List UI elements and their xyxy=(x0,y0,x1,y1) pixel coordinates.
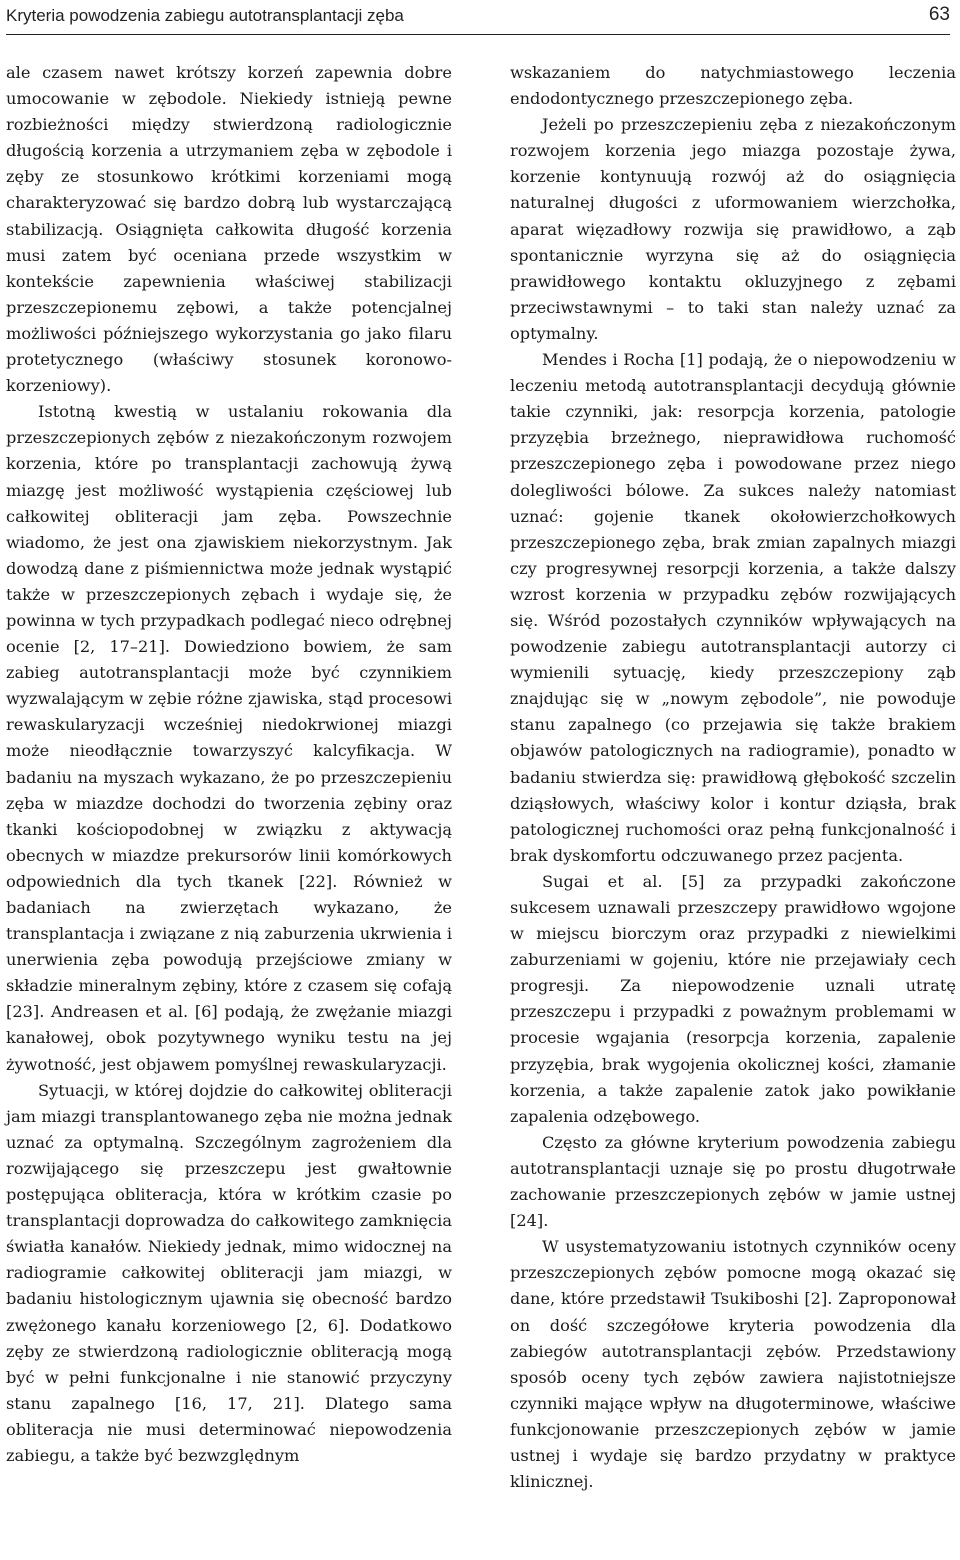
page-header xyxy=(6,0,950,35)
paragraph: Często za główne kryterium powodzenia zabiegu autotransplantacji uznaje się po prostu długotrwałe zachowanie przeszczepionych zębów w jamie ustnej [24]. xyxy=(510,1132,956,1231)
paragraph: Sugai et al. [5] za przypadki zakończone sukcesem uznawali przeszczepy prawidłowo wgojone w miejscu biorczym oraz przypadki z niewielkimi zaburzeniami w gojeniu, które nie przejawiały cech progresji. Za niepowodzenie uznali utratę przeszczepu i przypadki z poważnym problemami w procesie wgajania (resorpcja korzenia, zapalenie przyzębia, brak wygojenia okolicznej kości, złamanie korzenia, a także zapalenie zatok jako powikłanie zapalenia odzębowego. xyxy=(510,871,956,1126)
paragraph: Sytuacji, w której dojdzie do całkowitej obliteracji jam miazgi transplantowanego zęba nie można jednak uznać za optymalną. Szczególnym zagrożeniem dla rozwijającego się przeszczepu jest gwałtownie postępująca obliteracja, która w krótkim czasie po transplantacji doprowadza do całkowitego zamknięcia światła kanałów. Niekiedy jednak, mimo widocznej na radiogramie całkowitej obliteracji jam miazgi, w badaniu histologicznym ujawnia się obecność bardzo zwężonego kanału korzeniowego [2, 6]. Dodatkowo zęby ze stwierdzoną radiologicznie obliteracją mogą być w pełni funkcjonalne i nie stanowić przyczyny stanu zapalnego [16, 17, 21]. Dlatego sama obliteracja nie musi determinować niepowodzenia zabiegu, a także być bezwzględnym xyxy=(6,1080,452,1465)
paragraph: W usystematyzowaniu istotnych czynników oceny przeszczepionych zębów pomocne mogą okazać się dane, które przedstawił Tsukiboshi [2]. Zaproponował on dość szczegółowe kryteria powodzenia dla zabiegów autotransplantacji zębów. Przedstawiony sposób oceny tych zębów zawiera najistotniejsze czynniki mające wpływ na długoterminowe, właściwe funkcjonowanie przeszczepionych zębów w jamie ustnej i wydaje się bardzo przydatny w praktyce klinicznej. xyxy=(510,1237,956,1492)
running-title: Kryteria powodzenia zabiegu autotransplantacji zęba xyxy=(6,6,404,25)
paragraph: wskazaniem do natychmiastowego leczenia endodontycznego przeszczepionego zęba. xyxy=(510,63,956,109)
page-number: 63 xyxy=(928,4,950,25)
right-column xyxy=(510,60,956,1495)
left-column xyxy=(6,60,452,1469)
paragraph: Jeżeli po przeszczepieniu zęba z niezakończonym rozwojem korzenia jego miazga pozostaje żywa, korzenie kontynuują rozwój aż do osiągnięcia naturalnej długości z uformowaniem wierzchołka, aparat więzadłowy rozwija się prawidłowo, a ząb spontanicznie wyrzyna się aż do osiągnięcia prawidłowego kontaktu okluzyjnego z zębami przeciwstawnymi – to taki stan należy uznać za optymalny. xyxy=(510,115,956,343)
paragraph: Istotną kwestią w ustalaniu rokowania dla przeszczepionych zębów z niezakończonym rozwojem korzenia, które po transplantacji zachowują żywą miazgę jest możliwość wystąpienia częściowej lub całkowitej obliteracji jam zęba. Powszechnie wiadomo, że jest ona zjawiskiem niekorzystnym. Jak dowodzą dane z piśmiennictwa może jednak wystąpić także w przeszczepionych zębach i wydaje się, że powinna w tych przypadkach podlegać nieco odrębnej ocenie [2, 17–21]. Dowiedziono bowiem, że sam zabieg autotransplantacji może być czynnikiem wyzwalającym w zębie różne zjawiska, stąd procesowi rewaskularyzacji wcześniej niedokrwionej miazgi może nieodłącznie towarzyszyć kalcyfikacja. W badaniu na myszach wykazano, że po przeszczepieniu zęba w miazdze dochodzi do tworzenia zębiny oraz tkanki kościopodobnej w związku z aktywacją obecnych w miazdze prekursorów linii komórkowych odpowiednich dla tych tkanek [22]. Również w badaniach na zwierzętach wykazano, że transplantacja i związane z nią zaburzenia ukrwienia i unerwienia zęba powodują przejściowe zmiany w składzie mineralnym zębiny, które z czasem się cofają [23]. Andreasen et al. [6] podają, że zwężanie miazgi kanałowej, obok pozytywnego wyniku testu na jej żywotność, jest objawem pomyślnej rewaskularyzacji. xyxy=(6,402,452,1074)
paragraph: ale czasem nawet krótszy korzeń zapewnia dobre umocowanie w zębodole. Niekiedy istnieją pewne rozbieżności między stwierdzoną radiologicznie długością korzenia a utrzymaniem zęba w zębodole i zęby ze stosunkowo krótkimi korzeniami mogą charakteryzować się bardzo dobrą lub wystarczającą stabilizacją. Osiągnięta całkowita długość korzenia musi zatem być oceniana przede wszystkim w kontekście zapewnienia właściwej stabilizacji przeszczepionemu zębowi, a także potencjalnej możliwości późniejszego wykorzystania go jako filaru protetycznego (właściwy stosunek koronowo-korzeniowy). xyxy=(6,63,452,396)
paragraph: Mendes i Rocha [1] podają, że o niepowodzeniu w leczeniu metodą autotransplantacji decydują głównie takie czynniki, jak: resorpcja korzenia, patologie przyzębia brzeżnego, nieprawidłowa ruchomość przeszczepionego zęba i powodowane przez niego dolegliwości bólowe. Za sukces należy natomiast uznać: gojenie tkanek okołowierzchołkowych przeszczepionego zęba, brak zmian zapalnych miazgi czy progresywnej resorpcji korzenia, a także dalszy wzrost korzenia w przypadku zębów rozwijających się. Wśród pozostałych czynników wpływających na powodzenie zabiegu autotransplantacji autorzy ci wymienili sytuację, kiedy przeszczepiony ząb znajdując się w „nowym zębodole”, nie powoduje stanu zapalnego (co przejawia się także brakiem objawów patologicznych na radiogramie), ponadto w badaniu stwierdza się: prawidłową głębokość szczelin dziąsłowych, właściwy kolor i kontur dziąsła, brak patologicznej ruchomości oraz pełną funkcjonalność i brak dyskomfortu odczuwanego przez pacjenta. xyxy=(510,350,956,865)
